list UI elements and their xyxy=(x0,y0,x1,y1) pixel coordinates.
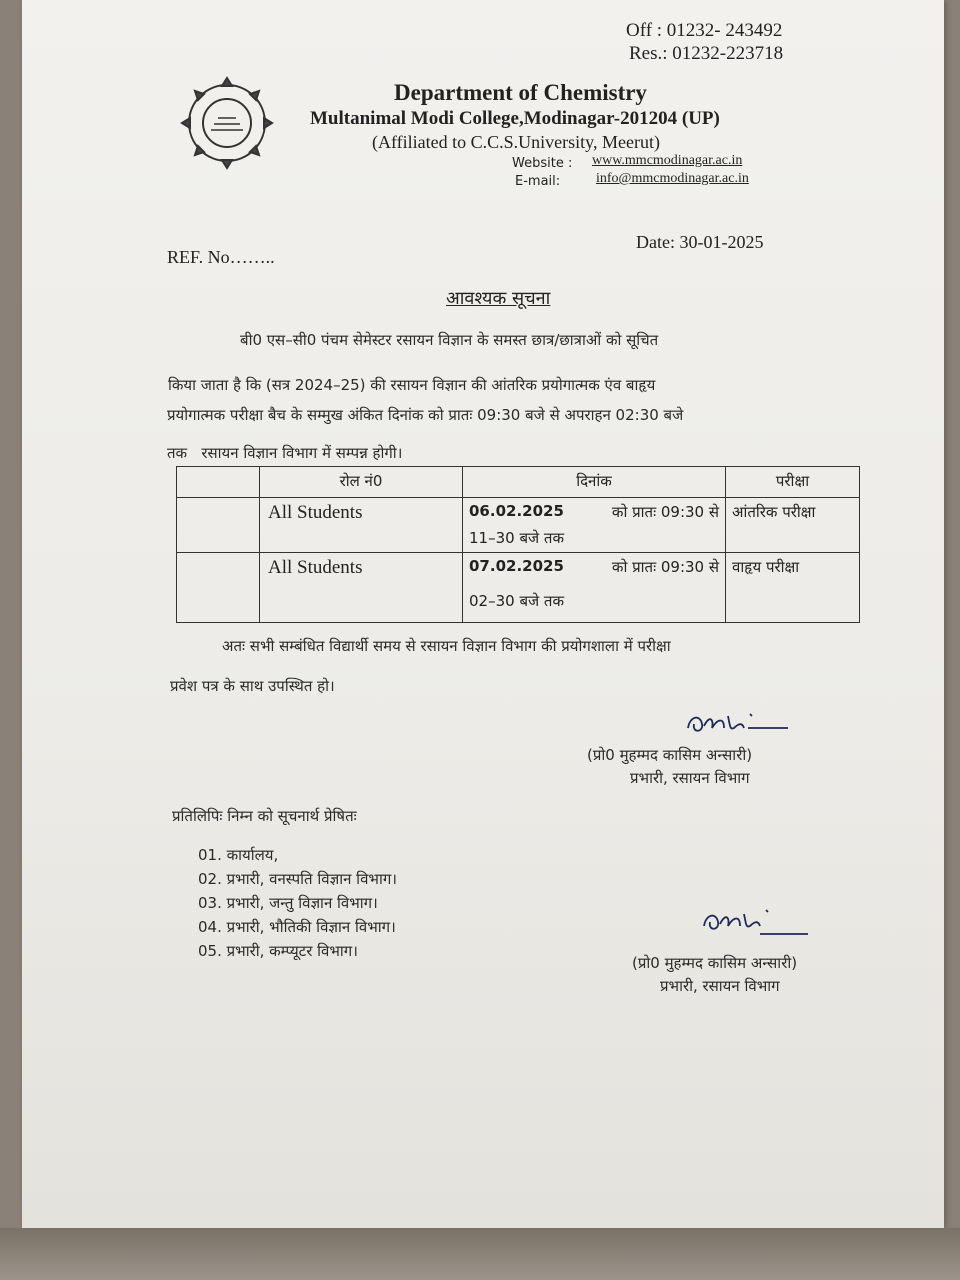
table-cell-roll: All Students xyxy=(260,553,463,623)
copy-to-item: 04. प्रभारी, भौतिकी विज्ञान विभाग। xyxy=(198,918,396,936)
website-label: Website : xyxy=(512,156,573,171)
table-cell-date xyxy=(463,553,726,623)
copy-to-item: 03. प्रभारी, जन्तु विज्ञान विभाग। xyxy=(198,894,378,912)
signature-2-name: (प्रो0 मुहम्मद कासिम अन्सारी) xyxy=(632,954,798,972)
signature-2-title: प्रभारी, रसायन विभाग xyxy=(660,977,780,995)
table-cell-blank xyxy=(177,498,260,553)
college-name: Multanimal Modi College,Modinagar-201204 (UP) xyxy=(310,108,720,129)
affiliation: (Affiliated to C.C.S.University, Meerut) xyxy=(372,132,660,152)
email-label: E-mail: xyxy=(515,174,561,189)
signature-2-icon xyxy=(700,904,812,940)
closing-line-1: अतः सभी सम्बंधित विद्यार्थी समय से रसायन विज्ञान विभाग की प्रयोगशाला में परीक्षा xyxy=(222,637,671,655)
notice-line-4: तक रसायन विज्ञान विभाग में सम्पन्न होगी। xyxy=(167,444,403,462)
table-cell-exam: आंतरिक परीक्षा xyxy=(726,498,860,553)
table-header-blank xyxy=(177,467,260,498)
copy-to-item: 02. प्रभारी, वनस्पति विज्ञान विभाग। xyxy=(198,870,397,888)
notice-date: Date: 30-01-2025 xyxy=(636,232,764,252)
table-cell-date xyxy=(463,498,726,553)
table-cell-roll: All Students xyxy=(260,498,463,553)
copy-to-label: प्रतिलिपिः निम्न को सूचनार्थ प्रेषितः xyxy=(172,807,357,825)
table-header-exam: परीक्षा xyxy=(726,467,860,498)
signature-1-title: प्रभारी, रसायन विभाग xyxy=(630,769,750,787)
table-cell-blank xyxy=(177,553,260,623)
table-header-row xyxy=(177,467,860,498)
notice-heading: आवश्यक सूचना xyxy=(446,288,551,309)
copy-to-item: 01. कार्यालय, xyxy=(198,846,279,864)
table-header-roll: रोल नं0 xyxy=(260,467,463,498)
table-row xyxy=(177,498,860,553)
website-link[interactable]: www.mmcmodinagar.ac.in xyxy=(592,153,743,168)
signature-1-icon xyxy=(684,706,794,740)
notice-line-1: बी0 एस–सी0 पंचम सेमेस्टर रसायन विज्ञान के समस्त छात्र/छात्राओं को सूचित xyxy=(240,331,659,349)
exam-date: 07.02.2025 xyxy=(469,557,564,575)
exam-date: 06.02.2025 xyxy=(469,502,564,520)
exam-time-start: को प्रातः 09:30 से xyxy=(611,503,719,521)
notice-line-2: किया जाता है कि (सत्र 2024–25) की रसायन विज्ञान की आंतरिक प्रयोगात्मक एंव बाहृय xyxy=(168,376,656,394)
exam-time-end: 11–30 बजे तक xyxy=(469,529,564,547)
college-seal-icon xyxy=(178,74,276,172)
exam-schedule-table xyxy=(176,466,860,623)
notice-line-3: प्रयोगात्मक परीक्षा बैच के सम्मुख अंकित दिनांक को प्रातः 09:30 बजे से अपराहन 02:30 बजे xyxy=(167,406,684,424)
copy-to-item: 05. प्रभारी, कम्प्यूटर विभाग। xyxy=(198,942,358,960)
exam-time-start: को प्रातः 09:30 से xyxy=(611,558,719,576)
email-link[interactable]: info@mmcmodinagar.ac.in xyxy=(596,171,749,186)
exam-time-end: 02–30 बजे तक xyxy=(469,592,564,610)
closing-line-2: प्रवेश पत्र के साथ उपस्थित हो। xyxy=(170,677,335,695)
table-row xyxy=(177,553,860,623)
signature-1-name: (प्रो0 मुहम्मद कासिम अन्सारी) xyxy=(587,746,753,764)
background-floor xyxy=(0,1228,960,1280)
ref-number: REF. No…….. xyxy=(167,247,275,267)
table-cell-exam: वाहृय परीक्षा xyxy=(726,553,860,623)
department-name: Department of Chemistry xyxy=(394,80,647,105)
table-header-date: दिनांक xyxy=(463,467,726,498)
phone-residence: Res.: 01232-223718 xyxy=(629,43,784,64)
phone-office: Off : 01232- 243492 xyxy=(626,20,783,41)
